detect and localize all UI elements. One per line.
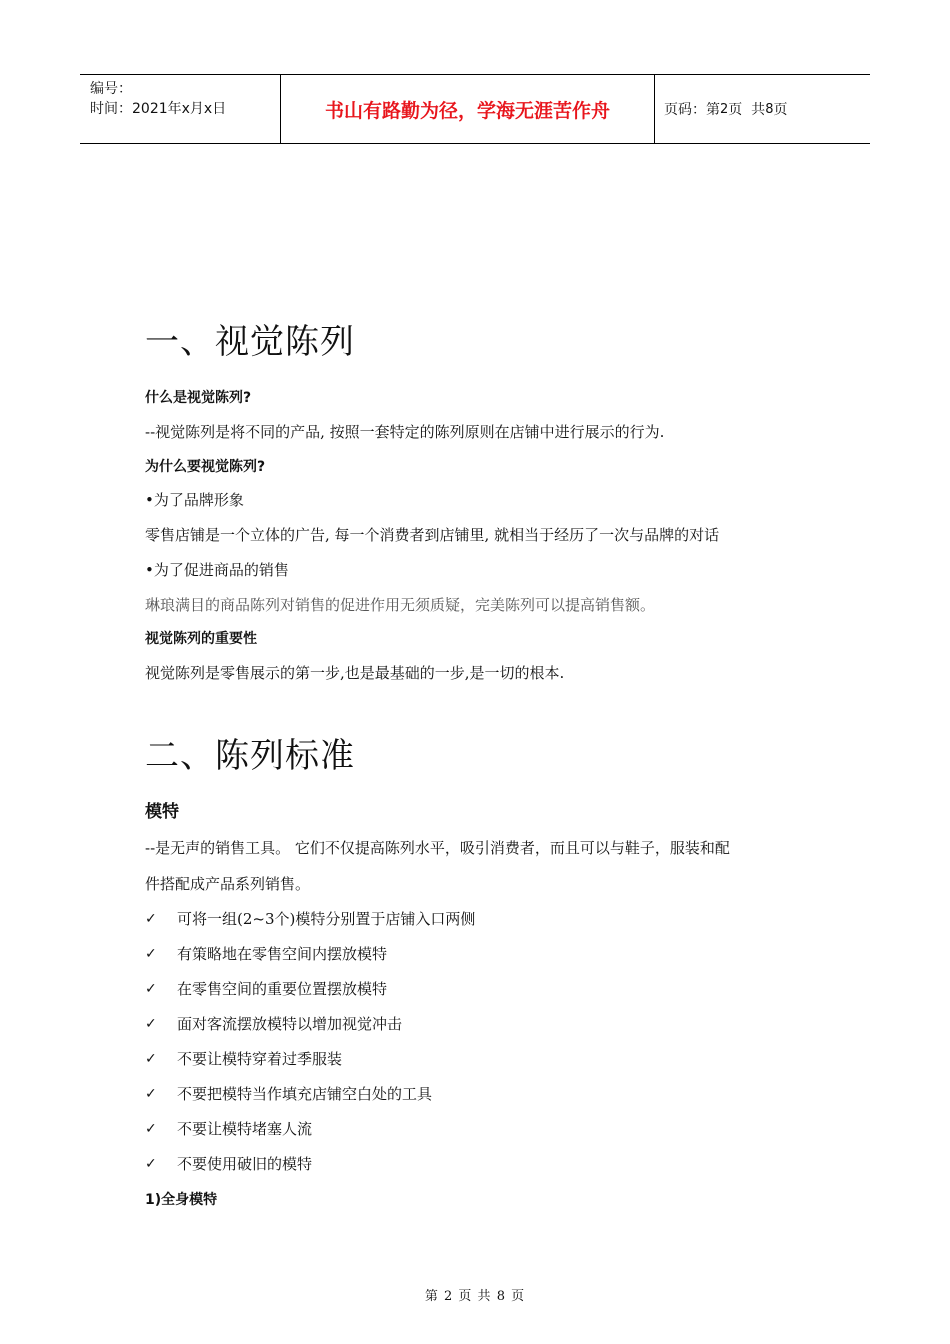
section2-subtitle-2: 1)全身模特: [145, 1192, 218, 1208]
check-icon: ✓: [145, 1086, 157, 1102]
section1-answer-1: --视觉陈列是将不同的产品, 按照一套特定的陈列原则在店铺中进行展示的行为.: [145, 423, 665, 441]
check-icon: ✓: [145, 1016, 157, 1032]
check-item-text: 面对客流摆放模特以增加视觉冲击: [177, 1015, 403, 1033]
code-label: 编号：: [90, 81, 132, 97]
check-item: [145, 1119, 312, 1139]
header-table: [80, 74, 870, 144]
check-item-text: 不要让模特穿着过季服装: [177, 1050, 343, 1068]
check-item: [145, 979, 387, 999]
header-meta: [80, 75, 281, 143]
check-icon: ✓: [145, 946, 157, 962]
section1-question-2: 为什么要视觉陈列?: [145, 459, 266, 475]
section2-intro-line-2: 件搭配成产品系列销售。: [145, 875, 311, 893]
page-footer: 第 2 页 共 8 页: [424, 1289, 526, 1304]
check-icon: ✓: [145, 1156, 157, 1172]
section1-bullet-2-text: 琳琅满目的商品陈列对销售的促进作用无须质疑，完美陈列可以提高销售额。: [145, 596, 656, 614]
section2-title: 二、陈列标准: [145, 736, 355, 776]
check-item: [145, 909, 475, 929]
check-item: [145, 1049, 342, 1069]
check-item: [145, 1154, 312, 1174]
section1-question-3: 视觉陈列的重要性: [145, 631, 257, 647]
page-suffix: 页: [773, 102, 788, 118]
page-mid: 页 共: [728, 102, 766, 118]
page-prefix: 页码：第: [664, 102, 720, 118]
check-icon: ✓: [145, 911, 157, 927]
page-number: 2: [720, 101, 729, 117]
check-item: [145, 944, 387, 964]
header-motto: 书山有路勤为径，学海无涯苦作舟: [281, 75, 655, 143]
time-label: 时间：2021年x月x日: [90, 101, 227, 117]
check-item: [145, 1014, 402, 1034]
check-item-text: 可将一组(2~3个)模特分别置于店铺入口两侧: [177, 910, 476, 928]
header-page-info: [655, 75, 870, 143]
section1-bullet-1: •为了品牌形象: [145, 491, 244, 509]
section1-answer-3: 视觉陈列是零售展示的第一步,也是最基础的一步,是一切的根本.: [145, 664, 565, 682]
check-item-text: 不要使用破旧的模特: [177, 1155, 313, 1173]
check-icon: ✓: [145, 981, 157, 997]
section2-subtitle: 模特: [145, 802, 179, 822]
check-item-text: 不要让模特堵塞人流: [177, 1120, 313, 1138]
check-item-text: 不要把模特当作填充店铺空白处的工具: [177, 1085, 433, 1103]
page-total: 8: [765, 101, 774, 117]
section1-title: 一、视觉陈列: [145, 322, 355, 362]
section1-bullet-1-text: 零售店铺是一个立体的广告, 每一个消费者到店铺里, 就相当于经历了一次与品牌的对话: [145, 526, 720, 544]
section1-question-1: 什么是视觉陈列?: [145, 390, 252, 406]
section2-intro-line-1: --是无声的销售工具。 它们不仅提高陈列水平，吸引消费者，而且可以与鞋子，服装和配: [145, 839, 730, 857]
check-item-text: 有策略地在零售空间内摆放模特: [177, 945, 388, 963]
check-item: [145, 1084, 432, 1104]
check-item-text: 在零售空间的重要位置摆放模特: [177, 980, 388, 998]
section1-bullet-2: •为了促进商品的销售: [145, 561, 289, 579]
check-icon: ✓: [145, 1121, 157, 1137]
check-icon: ✓: [145, 1051, 157, 1067]
